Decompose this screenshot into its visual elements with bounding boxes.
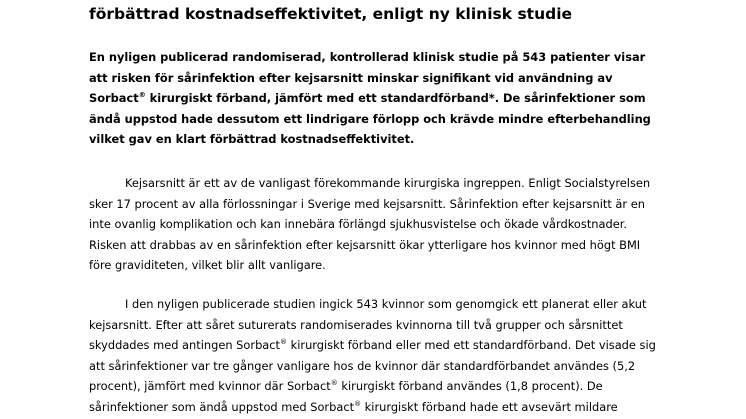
lead-text: kirurgiskt förband, jämfört med ett standardförband*. De sårinfektioner som bbox=[145, 91, 646, 106]
body-text: skyddades med antingen Sorbact bbox=[89, 338, 281, 353]
lead-line: vilket gav en klart förbättrad kostnadseffektivitet. bbox=[89, 132, 415, 147]
lead-line: En nyligen publicerad randomiserad, kontrollerad klinisk studie på 543 patienter visar bbox=[89, 50, 646, 64]
body-line: Kejsarsnitt är ett av de vanligast förekommande kirurgiska ingreppen. Enligt Socialstyrelsen bbox=[125, 176, 651, 190]
body-line: inte ovanlig komplikation och kan innebära förlängd sjukhusvistelse och ökade vårdkostnader. bbox=[89, 217, 627, 232]
registered-mark: ® bbox=[354, 399, 362, 408]
body-text: sårinfektioner som ändå uppstod med Sorbact bbox=[89, 399, 355, 414]
registered-mark: ® bbox=[330, 379, 338, 388]
body-line: Risken att drabbas av en sårinfektion efter kejsarsnitt ökar ytterligare hos kvinnor med högt BMI bbox=[89, 237, 641, 252]
body-text: kirurgiskt förband användes (1,8 procent). De bbox=[337, 379, 603, 394]
body-line bbox=[89, 397, 729, 418]
body-line bbox=[89, 335, 729, 356]
registered-mark: ® bbox=[280, 338, 288, 347]
body-line: före graviditeten, vilket blir allt vanligare. bbox=[89, 258, 326, 273]
body-text: kirurgiskt förband hade ett avsevärt mildare bbox=[361, 399, 618, 414]
body-line: att sårinfektioner var tre gånger vanligare hos de kvinnor där standardförbandet användes (5,2 bbox=[89, 358, 636, 373]
lead-line: ändå uppstod hade dessutom ett lindrigare förlopp och krävde mindre efterbehandling bbox=[89, 111, 651, 126]
body-line: I den nyligen publicerade studien ingick 543 kvinnor som genomgick ett planerat eller akut bbox=[125, 297, 647, 311]
body-paragraph-2 bbox=[89, 294, 729, 418]
lead-paragraph bbox=[89, 47, 729, 150]
lead-text: Sorbact bbox=[89, 91, 139, 106]
article-title: förbättrad kostnadseffektivitet, enligt ny klinisk studie bbox=[89, 5, 573, 23]
lead-line: att risken för sårinfektion efter kejsarsnitt minskar signifikant vid användning av bbox=[89, 70, 613, 85]
lead-line bbox=[89, 88, 729, 109]
body-line: sker 17 procent av alla förlossningar i Sverige med kejsarsnitt. Sårinfektion efter kejsarsnitt är en bbox=[89, 196, 645, 211]
body-text: procent), jämfört med kvinnor där Sorbact bbox=[89, 379, 331, 394]
body-text: kirurgiskt förband eller med ett standardförband. Det visade sig bbox=[287, 338, 656, 353]
body-paragraph-1 bbox=[89, 173, 729, 276]
body-line: kejsarsnitt. Efter att såret suturerats randomiserades kvinnorna till två grupper och sårsnittet bbox=[89, 317, 623, 332]
body-line bbox=[89, 376, 729, 397]
registered-mark: ® bbox=[138, 91, 146, 100]
